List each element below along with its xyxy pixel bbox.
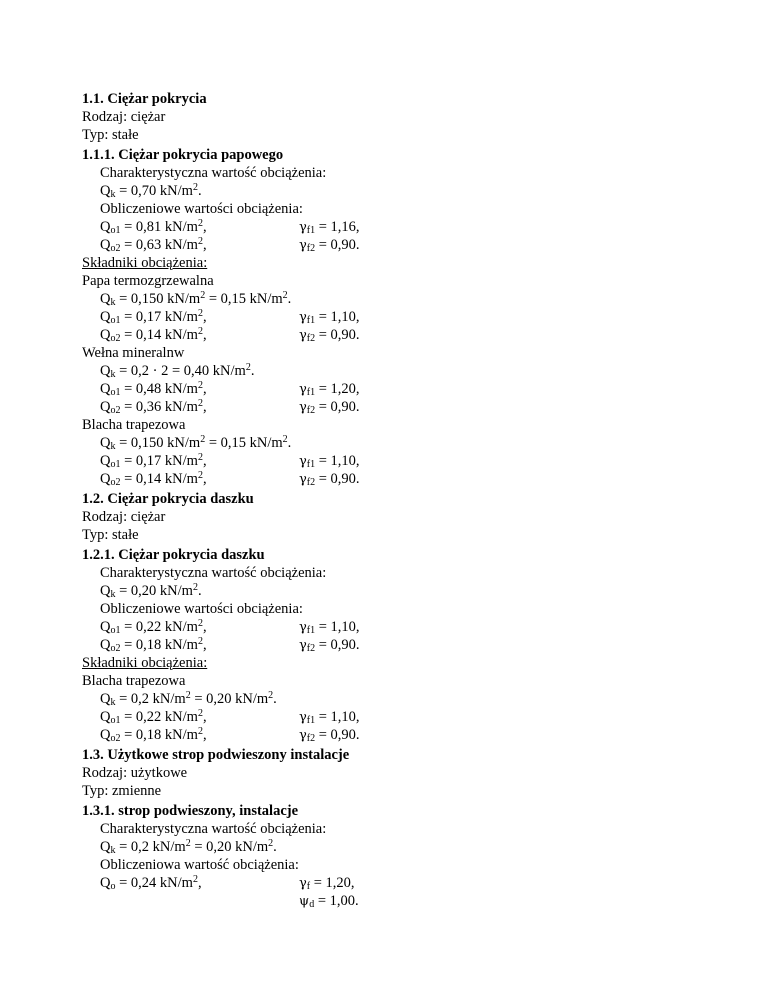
qo1-value: = 0,48 kN/m <box>124 381 198 397</box>
qk-line: $Q_k = 0,20$ $kN/m^2$. <box>100 582 202 600</box>
gf2-value: = 0,90. <box>318 327 360 343</box>
rodzaj: Rodzaj: ciężar <box>82 109 166 125</box>
qo2-line: $Q_{o2} = 0,63$ $kN/m^2$, <box>100 236 207 254</box>
gf1-line: $\gamma_{f1} = 1,10$, <box>299 453 360 470</box>
gf-value: = 1,20, <box>313 875 355 891</box>
qo1-value: = 0,17 kN/m <box>124 309 198 325</box>
gf2-value: = 0,90. <box>318 399 360 415</box>
qo1-value: = 0,81 kN/m <box>124 219 198 235</box>
qk-value: = 0,2 · 2 = 0,40 kN/m <box>119 363 246 379</box>
qo2-value: = 0,63 kN/m <box>124 237 198 253</box>
section-title: 1.1. Ciężar pokrycia <box>82 91 207 107</box>
gf2-line: $\gamma_{f2} = 0,90$. <box>299 471 360 488</box>
qo2-line: $Q_{o2} = 0,36$ $kN/m^2$, <box>100 398 207 416</box>
oblicz-label: Obliczeniowa wartość obciążenia: <box>100 857 299 873</box>
qk-result: = 0,20 kN/m <box>194 839 269 855</box>
qk-value: = 0,2 kN/m <box>119 839 186 855</box>
rodzaj: Rodzaj: użytkowe <box>82 765 188 781</box>
oblicz-label: Obliczeniowe wartości obciążenia: <box>100 201 303 217</box>
gf2-line: $\gamma_{f2} = 0,90$. <box>299 237 360 254</box>
typ: Typ: zmienne <box>82 783 162 799</box>
qo1-line: $Q_{o1} = 0,81$ $kN/m^2$, <box>100 218 207 236</box>
qo2-value: = 0,14 kN/m <box>124 471 198 487</box>
qo2-line: $Q_{o2} = 0,18$ $kN/m^2$, <box>100 726 207 744</box>
psid-value: = 1,00. <box>317 893 359 909</box>
gf2-line: $\gamma_{f2} = 0,90$. <box>299 327 360 344</box>
qo2-line: $Q_{o2} = 0,14$ $kN/m^2$, <box>100 326 207 344</box>
qk-line: $Q_k = 0,2$ $kN/m^2 = 0,20$ $kN/m^2$. <box>100 690 277 708</box>
gf2-value: = 0,90. <box>318 237 360 253</box>
gf1-line: $\gamma_{f1} = 1,20$, <box>299 381 360 398</box>
qk-value: = 0,70 kN/m <box>119 183 193 199</box>
qo1-value: = 0,17 kN/m <box>124 453 198 469</box>
subsection-title: 1.1.1. Ciężar pokrycia papowego <box>82 147 284 163</box>
qk-line: $Q_k = 0,2 \cdot 2 = 0,40$ $kN/m^2$. <box>100 362 255 380</box>
qo1-line: $Q_{o1} = 0,17$ $kN/m^2$, <box>100 308 207 326</box>
qk-value: = 0,2 kN/m <box>119 691 186 707</box>
gf2-value: = 0,90. <box>318 637 360 653</box>
gf1-value: = 1,20, <box>318 381 360 397</box>
qk-result: = 0,15 kN/m <box>208 291 283 307</box>
qo2-value: = 0,18 kN/m <box>124 727 198 743</box>
char-label: Charakterystyczna wartość obciążenia: <box>100 565 327 581</box>
gf-line: $\gamma_f = 1,20$, <box>299 875 355 892</box>
qk-line: $Q_k = 0,70$ $kN/m^2$. <box>100 182 202 200</box>
gf1-line: $\gamma_{f1} = 1,10$, <box>299 709 360 726</box>
rodzaj: Rodzaj: ciężar <box>82 509 166 525</box>
qo2-value: = 0,14 kN/m <box>124 327 198 343</box>
qk-line: $Q_k = 0,2$ $kN/m^2 = 0,20$ $kN/m^2$. <box>100 838 277 856</box>
qo2-value: = 0,36 kN/m <box>124 399 198 415</box>
section-title: 1.2. Ciężar pokrycia daszku <box>82 491 254 507</box>
qo-line: $Q_o = 0,24$ $kN/m^2$, <box>100 874 202 892</box>
component-name: Blacha trapezowa <box>82 417 186 433</box>
qk-result: = 0,15 kN/m <box>208 435 283 451</box>
gf2-line: $\gamma_{f2} = 0,90$. <box>299 399 360 416</box>
component-name: Papa termozgrzewalna <box>82 273 214 289</box>
gf1-line: $\gamma_{f1} = 1,10$, <box>299 309 360 326</box>
qo2-line: $Q_{o2} = 0,18$ $kN/m^2$, <box>100 636 207 654</box>
qo-value: = 0,24 kN/m <box>119 875 193 891</box>
typ: Typ: stałe <box>82 127 139 143</box>
gf2-line: $\gamma_{f2} = 0,90$. <box>299 637 360 654</box>
qk-line: $Q_k = 0,150$ $kN/m^2 = 0,15$ $kN/m^2$. <box>100 290 292 308</box>
section-title: 1.3. Użytkowe strop podwieszony instalacje <box>82 747 350 763</box>
subsection-title: 1.3.1. strop podwieszony, instalacje <box>82 803 299 819</box>
qo2-value: = 0,18 kN/m <box>124 637 198 653</box>
gf1-value: = 1,10, <box>318 709 360 725</box>
gf2-value: = 0,90. <box>318 727 360 743</box>
qk-value: = 0,150 kN/m <box>119 291 201 307</box>
gf1-value: = 1,10, <box>318 309 360 325</box>
qk-result: = 0,20 kN/m <box>194 691 269 707</box>
gf1-line: $\gamma_{f1} = 1,10$, <box>299 619 360 636</box>
oblicz-label: Obliczeniowe wartości obciążenia: <box>100 601 303 617</box>
skladniki-heading: Składniki obciążenia: <box>82 655 208 671</box>
gf1-value: = 1,16, <box>318 219 360 235</box>
qo1-value: = 0,22 kN/m <box>124 619 198 635</box>
qo1-line: $Q_{o1} = 0,48$ $kN/m^2$, <box>100 380 207 398</box>
qk-value: = 0,150 kN/m <box>119 435 201 451</box>
gf2-value: = 0,90. <box>318 471 360 487</box>
gf1-line: $\gamma_{f1} = 1,16$, <box>299 219 360 236</box>
gf2-line: $\gamma_{f2} = 0,90$. <box>299 727 360 744</box>
qo1-line: $Q_{o1} = 0,22$ $kN/m^2$, <box>100 708 207 726</box>
component-name: Wełna mineralnw <box>82 345 185 361</box>
qk-value: = 0,20 kN/m <box>119 583 193 599</box>
char-label: Charakterystyczna wartość obciążenia: <box>100 165 327 181</box>
qo1-line: $Q_{o1} = 0,17$ $kN/m^2$, <box>100 452 207 470</box>
psid-line: $\psi_d = 1,00$. <box>299 893 359 910</box>
qo1-line: $Q_{o1} = 0,22$ $kN/m^2$, <box>100 618 207 636</box>
qo1-value: = 0,22 kN/m <box>124 709 198 725</box>
skladniki-heading: Składniki obciążenia: <box>82 255 208 271</box>
typ: Typ: stałe <box>82 527 139 543</box>
subsection-title: 1.2.1. Ciężar pokrycia daszku <box>82 547 265 563</box>
qo2-line: $Q_{o2} = 0,14$ $kN/m^2$, <box>100 470 207 488</box>
gf1-value: = 1,10, <box>318 619 360 635</box>
gf1-value: = 1,10, <box>318 453 360 469</box>
component-name: Blacha trapezowa <box>82 673 186 689</box>
char-label: Charakterystyczna wartość obciążenia: <box>100 821 327 837</box>
qk-line: $Q_k = 0,150$ $kN/m^2 = 0,15$ $kN/m^2$. <box>100 434 292 452</box>
